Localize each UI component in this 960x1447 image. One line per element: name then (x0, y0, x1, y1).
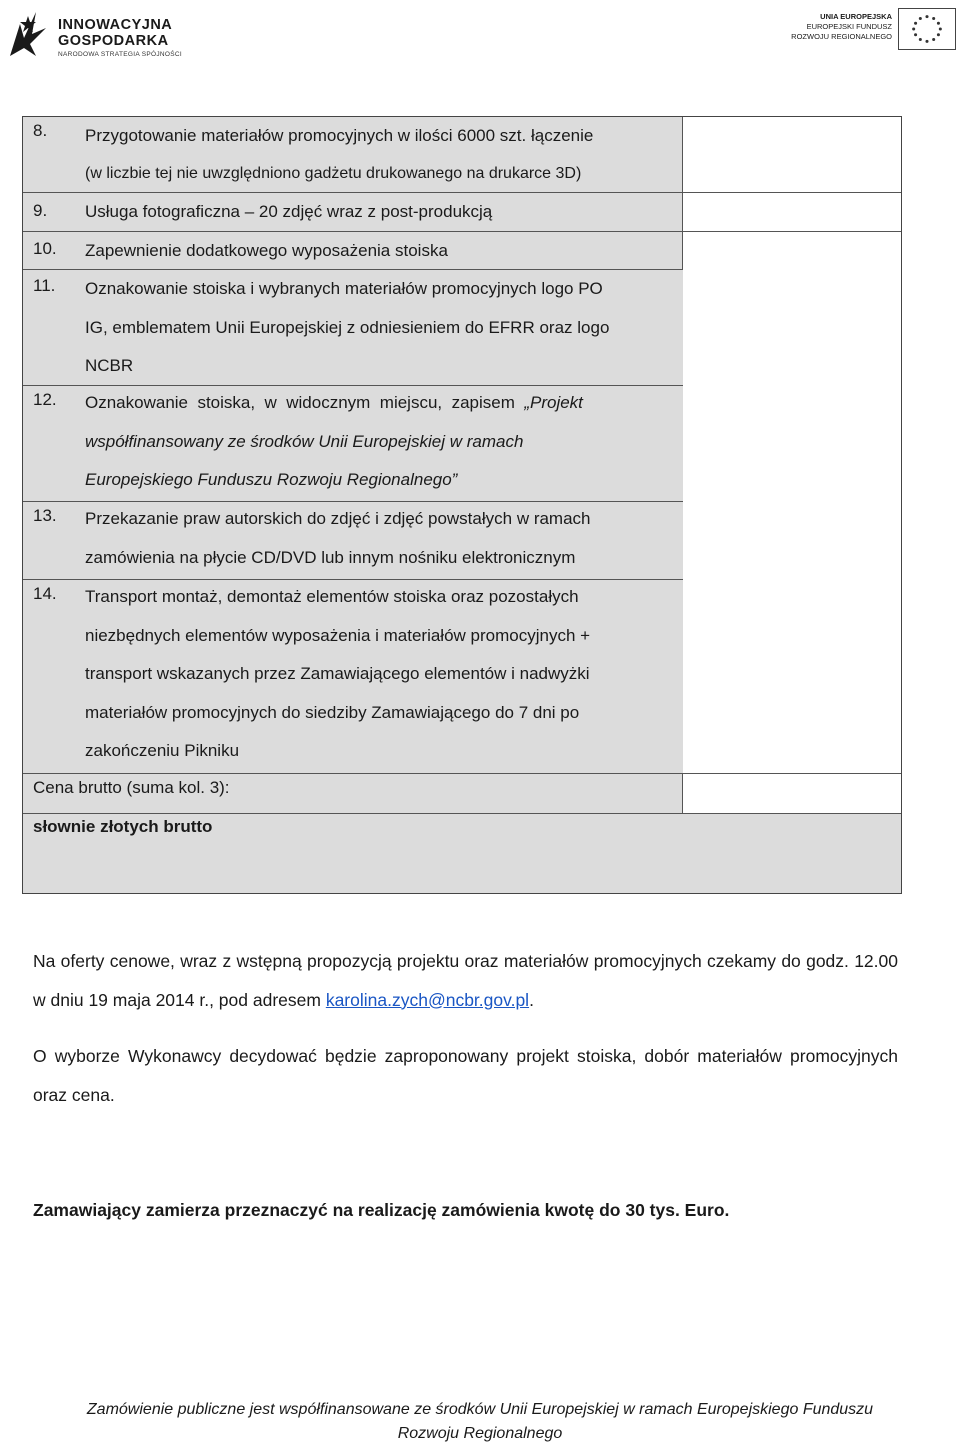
value-cell (683, 193, 901, 231)
row-number: 9. (33, 201, 48, 220)
footer-line-2: Rozwoju Regionalnego (397, 1425, 563, 1442)
total-row (23, 773, 901, 814)
row-text: transport wskazanych przez Zamawiającego elementów i nadwyżki (85, 664, 590, 683)
row-text: IG, emblematem Unii Europejskiej z odniesieniem do EFRR oraz logo (85, 317, 610, 337)
offer-deadline-paragraph (33, 942, 898, 1019)
offer-deadline-text: Na oferty cenowe, wraz z wstępną propozycją projektu oraz materiałów promocyjnych czekamy do godz. 12.00 w dniu 19 maja 2014 r., pod adresem (33, 951, 898, 1010)
contact-email-link[interactable]: karolina.zych@ncbr.gov.pl (325, 989, 530, 1010)
row-text: Oznakowanie stoiska i wybranych materiałów promocyjnych logo PO (85, 279, 603, 298)
row-text: Transport montaż, demontaż elementów stoiska oraz pozostałych (85, 587, 579, 606)
logo-line-2: GOSPODARKA (58, 33, 169, 49)
row-text-italic: Europejskiego Funduszu Rozwoju Regionalnego” (85, 470, 458, 489)
row-text: materiałów promocyjnych do siedziby Zamawiającego do 7 dni po (85, 702, 580, 722)
row-text: Przekazanie praw autorskich do zdjęć i zdjęć powstałych w ramach (85, 509, 591, 528)
value-cell (683, 270, 901, 773)
row-text: (w liczbie tej nie uwzględniono gadżetu drukowanego na drukarce 3D) (85, 165, 582, 182)
row-text: zamówienia na płycie CD/DVD lub innym nośniku elektronicznym (85, 547, 576, 567)
row-number: 8. (33, 121, 48, 140)
logo-line-3: NARODOWA STRATEGIA SPÓJNOŚCI (58, 51, 182, 58)
table-row (23, 193, 901, 232)
words-label: słownie złotych brutto (33, 817, 213, 836)
eu-flag-icon (898, 8, 956, 50)
table-row (23, 232, 901, 270)
eu-logo-line-2: EUROPEJSKI FUNDUSZ (806, 22, 892, 31)
selection-criteria-paragraph: O wyborze Wykonawcy decydować będzie zaproponowany projekt stoiska, dobór materiałów promocyjnych oraz cena. (33, 1046, 898, 1105)
row-text: niezbędnych elementów wyposażenia i materiałów promocyjnych + (85, 625, 591, 645)
row-number: 10. (33, 239, 57, 258)
row-text: Usługa fotograficzna – 20 zdjęć wraz z post-produkcją (85, 202, 493, 221)
footer-line-1: Zamówienie publiczne jest współfinansowane ze środków Unii Europejskiej w ramach Europejskiego Funduszu (86, 1401, 874, 1418)
row-text: zakończeniu Pikniku (85, 741, 240, 760)
row-number: 12. (33, 390, 57, 409)
eu-logo-line-1: UNIA EUROPEJSKA (820, 12, 892, 21)
row-text-italic: współfinansowany ze środków Unii Europejskiej w ramach (85, 431, 524, 451)
table-row (23, 580, 683, 773)
budget-paragraph: Zamawiający zamierza przeznaczyć na realizację zamówienia kwotę do 30 tys. Euro. (33, 1200, 730, 1220)
value-cell (683, 232, 901, 270)
table-row (23, 117, 901, 193)
table-row (23, 502, 683, 580)
total-value-cell (683, 774, 901, 813)
offer-deadline-end: . (529, 989, 534, 1010)
row-text: Przygotowanie materiałów promocyjnych w ilości 6000 szt. łączenie (85, 126, 594, 145)
table-row (23, 270, 683, 386)
value-cell (683, 117, 901, 192)
footer-note (0, 1398, 960, 1446)
row-text: Zapewnienie dodatkowego wyposażenia stoiska (85, 241, 448, 260)
star-emblem-icon (6, 4, 52, 60)
row-text: NCBR (85, 356, 134, 375)
price-table (22, 116, 902, 894)
row-text-italic: „Projekt (524, 393, 583, 412)
row-number: 14. (33, 584, 57, 603)
eu-logo-line-3: ROZWOJU REGIONALNEGO (791, 32, 892, 41)
logo-line-1: INNOWACYJNA (58, 17, 173, 33)
innowacyjna-gospodarka-logo (6, 4, 191, 60)
total-label: Cena brutto (suma kol. 3): (33, 778, 230, 797)
words-row (23, 814, 901, 893)
row-number: 11. (33, 276, 56, 295)
row-number: 13. (33, 506, 57, 525)
row-text: Oznakowanie stoiska, w widocznym miejscu, zapisem (85, 393, 525, 412)
table-row (23, 386, 683, 502)
eu-logo (790, 8, 958, 52)
